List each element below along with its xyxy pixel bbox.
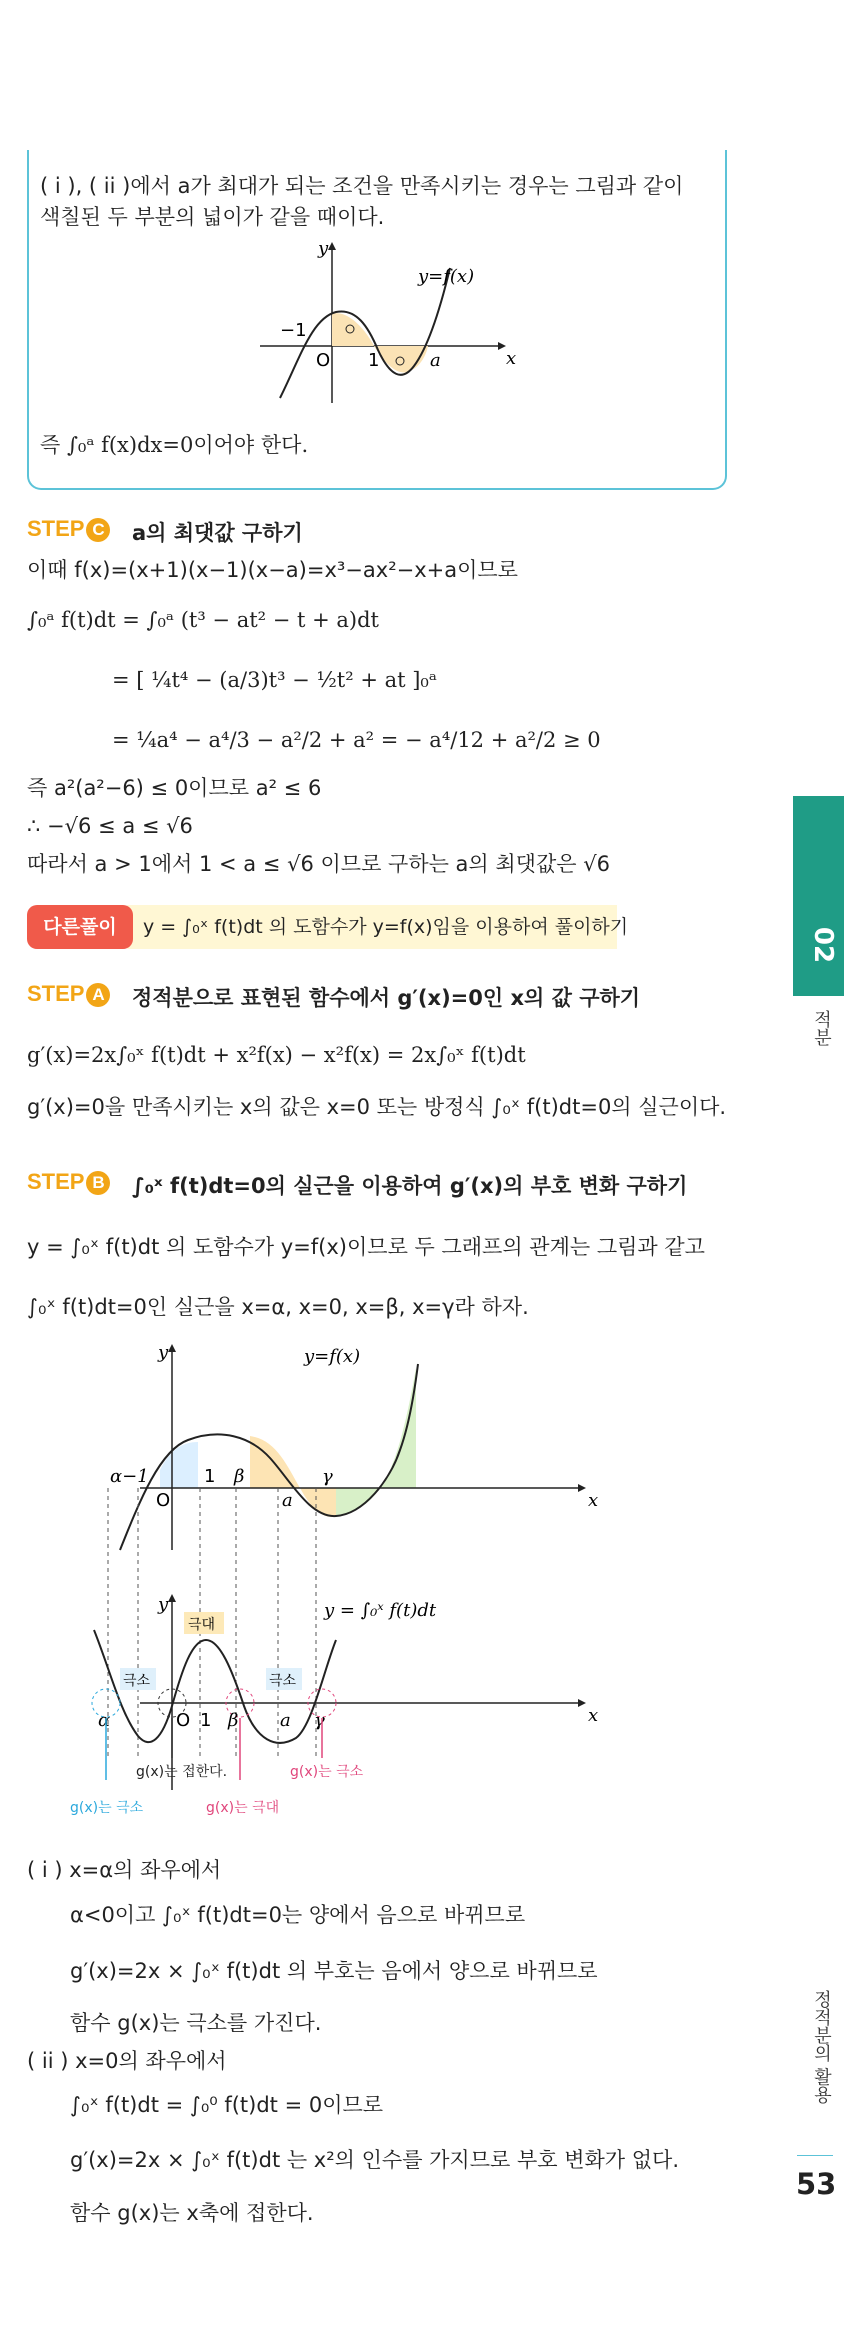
note-touch: g(x)는 접한다. bbox=[136, 1764, 228, 1780]
step-b-label bbox=[27, 1169, 110, 1195]
case-1-line-1: α<0이고 ∫₀ˣ f(t)dt=0는 양에서 음으로 바뀌므로 bbox=[70, 1903, 526, 1927]
top-beta: β bbox=[234, 1466, 245, 1487]
bottom-y-label: y bbox=[158, 1594, 169, 1615]
step-a-word: STEP bbox=[27, 981, 85, 1006]
bottom-one: 1 bbox=[200, 1710, 212, 1731]
bottom-alpha: α bbox=[98, 1710, 111, 1731]
chapter-tab bbox=[793, 796, 844, 996]
top-shade-orange-2 bbox=[300, 1488, 336, 1517]
step-a-line-2: g′(x)=0을 만족시키는 x의 값은 x=0 또는 방정식 ∫₀ˣ f(t)dt=0의 실근이다. bbox=[27, 1095, 727, 1119]
step-a-label bbox=[27, 981, 110, 1007]
step-c-line-3: = [ ¼t⁴ − (a/3)t³ − ½t² + at ]₀ᵃ bbox=[112, 668, 437, 692]
note-max: g(x)는 극대 bbox=[206, 1800, 280, 1816]
side-top-label: 적분 bbox=[811, 1010, 832, 1046]
case-1-head: ( i ) x=α의 좌우에서 bbox=[27, 1858, 222, 1882]
min-tag-2: 극소 bbox=[269, 1673, 297, 1689]
step-c-line-7: 따라서 a > 1에서 1 < a ≤ √6 이므로 구하는 a의 최댓값은 √6 bbox=[27, 852, 610, 876]
bottom-a: a bbox=[280, 1710, 291, 1731]
top-y-label: y bbox=[158, 1342, 169, 1363]
fig1-minus-one: −1 bbox=[280, 320, 307, 341]
box-conclusion: 즉 ∫₀ᵃ f(x)dx=0이어야 한다. bbox=[40, 433, 309, 457]
step-c-line-1: 이때 f(x)=(x+1)(x−1)(x−a)=x³−ax²−x+a이므로 bbox=[27, 558, 518, 582]
box-line-2: 색칠된 두 부분의 넓이가 같을 때이다. bbox=[40, 205, 385, 229]
step-b-title: ∫₀ˣ f(t)dt=0의 실근을 이용하여 g′(x)의 부호 변화 구하기 bbox=[132, 1174, 688, 1198]
page-divider bbox=[797, 2155, 833, 2156]
bottom-beta: β bbox=[228, 1710, 239, 1731]
case-2-line-2: g′(x)=2x × ∫₀ˣ f(t)dt 는 x²의 인수를 가지므로 부호 변화가 없다. bbox=[70, 2148, 679, 2172]
step-c-badge: C bbox=[86, 518, 110, 542]
step-c-line-5: 즉 a²(a²−6) ≤ 0이므로 a² ≤ 6 bbox=[27, 776, 322, 800]
max-tag: 극대 bbox=[188, 1617, 216, 1633]
note-min: g(x)는 극소 bbox=[70, 1800, 144, 1816]
top-a: a bbox=[282, 1490, 293, 1511]
top-one: 1 bbox=[204, 1466, 216, 1487]
step-c-word: STEP bbox=[27, 516, 85, 541]
case-2-head: ( ii ) x=0의 좌우에서 bbox=[27, 2049, 227, 2073]
fig1-y-label: y bbox=[318, 238, 329, 259]
page-number: 53 bbox=[796, 2167, 837, 2201]
step-a-line-1: g′(x)=2x∫₀ˣ f(t)dt + x²f(x) − x²f(x) = 2x∫₀ˣ f(t)dt bbox=[27, 1043, 526, 1067]
alt-solution-badge: 다른풀이 bbox=[27, 905, 133, 949]
step-c-line-2: ∫₀ᵃ f(t)dt = ∫₀ᵃ (t³ − at² − t + a)dt bbox=[27, 608, 379, 632]
top-x-label: x bbox=[588, 1490, 599, 1511]
top-shade-orange bbox=[250, 1436, 300, 1488]
top-gamma: γ bbox=[322, 1466, 333, 1487]
step-b-badge: B bbox=[86, 1171, 110, 1195]
fig1-curve-label: y=f(x) bbox=[418, 266, 475, 287]
figure-f-small bbox=[250, 238, 520, 408]
fig1-x-label: x bbox=[506, 348, 517, 369]
bottom-origin: O bbox=[176, 1710, 191, 1731]
top-shade-green bbox=[336, 1488, 380, 1516]
fig1-origin: O bbox=[316, 350, 331, 371]
top-curve-f bbox=[120, 1364, 418, 1550]
top-alpha-minus-one: α−1 bbox=[110, 1466, 149, 1487]
step-c-title: a의 최댓값 구하기 bbox=[132, 521, 303, 545]
min-tag-1: 극소 bbox=[123, 1673, 151, 1689]
case-2-line-3: 함수 g(x)는 x축에 접한다. bbox=[70, 2201, 314, 2225]
bottom-x-label: x bbox=[588, 1705, 599, 1726]
side-bottom-label: 정적분의 활용 bbox=[811, 1990, 832, 2104]
case-1-line-3: 함수 g(x)는 극소를 가진다. bbox=[70, 2011, 322, 2035]
step-c-line-6: ∴ −√6 ≤ a ≤ √6 bbox=[27, 814, 193, 838]
chapter-tab-number: 02 bbox=[808, 926, 839, 964]
top-curve-label: y=f(x) bbox=[304, 1346, 361, 1367]
box-line-1: ( i ), ( ii )에서 a가 최대가 되는 조건을 만족시키는 경우는 그림과 같이 bbox=[40, 174, 684, 198]
bottom-curve-label: y = ∫₀ˣ f(t)dt bbox=[324, 1600, 437, 1621]
top-shade-green-2 bbox=[380, 1368, 416, 1488]
alt-solution-text: y = ∫₀ˣ f(t)dt 의 도함수가 y=f(x)임을 이용하여 풀이하기 bbox=[143, 916, 629, 938]
case-2-line-1: ∫₀ˣ f(t)dt = ∫₀⁰ f(t)dt = 0이므로 bbox=[70, 2093, 384, 2117]
step-c-label bbox=[27, 516, 110, 542]
top-origin: O bbox=[156, 1490, 171, 1511]
step-b-line-2: ∫₀ˣ f(t)dt=0인 실근을 x=α, x=0, x=β, x=γ라 하자. bbox=[27, 1295, 529, 1319]
step-b-line-1: y = ∫₀ˣ f(t)dt 의 도함수가 y=f(x)이므로 두 그래프의 관계는 그림과 같고 bbox=[27, 1235, 705, 1259]
figure-two-graphs bbox=[70, 1340, 640, 1820]
fig1-one: 1 bbox=[368, 350, 380, 371]
case-1-line-2: g′(x)=2x × ∫₀ˣ f(t)dt 의 부호는 음에서 양으로 바뀌므로 bbox=[70, 1959, 598, 1983]
note-min-2: g(x)는 극소 bbox=[290, 1764, 364, 1780]
step-b-word: STEP bbox=[27, 1169, 85, 1194]
bottom-gamma: γ bbox=[314, 1710, 325, 1731]
fig1-a: a bbox=[430, 350, 441, 371]
step-a-badge: A bbox=[86, 983, 110, 1007]
step-a-title: 정적분으로 표현된 함수에서 g′(x)=0인 x의 값 구하기 bbox=[132, 986, 641, 1010]
step-c-line-4: = ¼a⁴ − a⁴/3 − a²/2 + a² = − a⁴/12 + a²/2 ≥ 0 bbox=[112, 728, 601, 752]
top-shade-blue bbox=[160, 1442, 198, 1488]
